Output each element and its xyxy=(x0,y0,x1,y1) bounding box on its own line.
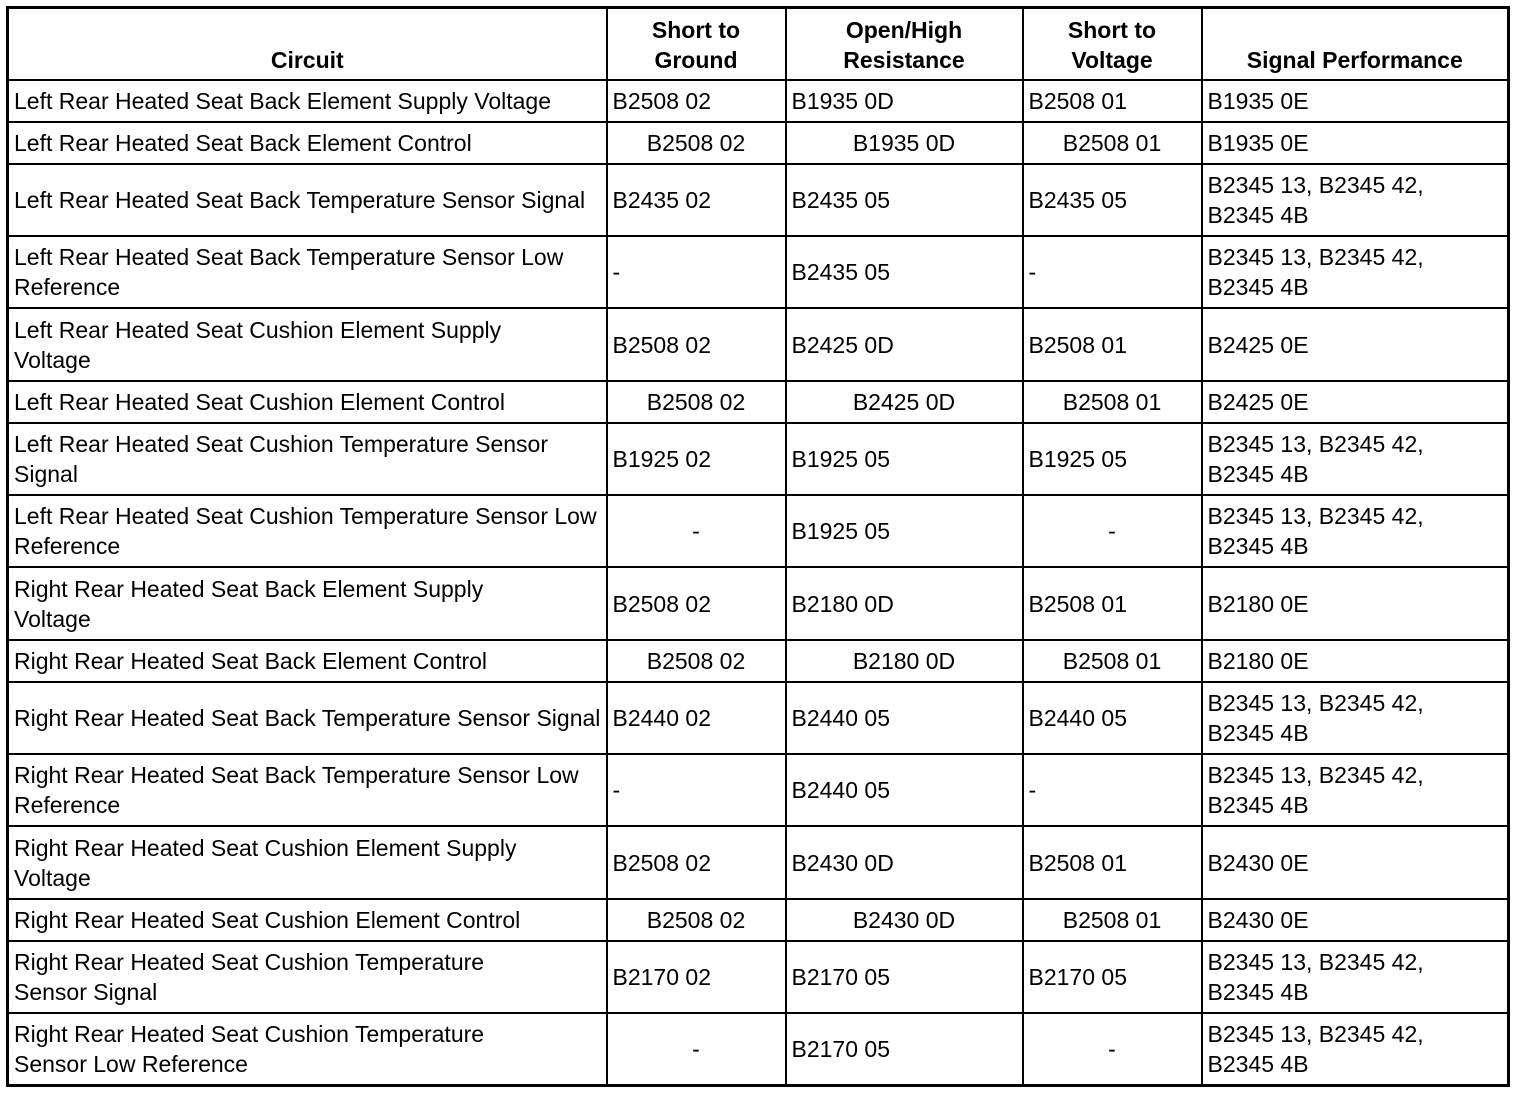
open-high-resistance-cell: B2180 0D xyxy=(786,567,1023,639)
short-to-voltage-cell: B2508 01 xyxy=(1023,826,1202,898)
open-high-resistance-cell: B2425 0D xyxy=(786,381,1023,423)
open-high-resistance-cell: B2440 05 xyxy=(786,682,1023,754)
short-to-voltage-cell: B2508 01 xyxy=(1023,640,1202,682)
signal-performance-cell: B2430 0E xyxy=(1202,899,1509,941)
short-to-voltage-cell: B2170 05 xyxy=(1023,941,1202,1013)
open-high-resistance-cell: B2180 0D xyxy=(786,640,1023,682)
table-row xyxy=(8,1013,1509,1085)
table-row xyxy=(8,826,1509,898)
short-to-ground-cell: B2435 02 xyxy=(607,164,786,236)
circuit-cell: Left Rear Heated Seat Cushion Temperature Sensor Signal xyxy=(8,423,607,495)
table-row xyxy=(8,308,1509,380)
short-to-ground-cell: - xyxy=(607,236,786,308)
open-high-resistance-cell: B1925 05 xyxy=(786,495,1023,567)
signal-performance-cell: B2345 13, B2345 42, B2345 4B xyxy=(1202,754,1509,826)
short-to-ground-cell: B2508 02 xyxy=(607,381,786,423)
header-short-to-ground: Short to Ground xyxy=(607,8,786,80)
signal-performance-cell: B2345 13, B2345 42, B2345 4B xyxy=(1202,941,1509,1013)
short-to-ground-cell: B2508 02 xyxy=(607,122,786,164)
circuit-cell: Right Rear Heated Seat Cushion Element Control xyxy=(8,899,607,941)
table-row xyxy=(8,682,1509,754)
short-to-voltage-cell: - xyxy=(1023,236,1202,308)
signal-performance-cell: B1935 0E xyxy=(1202,122,1509,164)
circuit-cell: Left Rear Heated Seat Cushion Element Supply Voltage xyxy=(8,308,607,380)
short-to-voltage-cell: B2508 01 xyxy=(1023,567,1202,639)
table-row xyxy=(8,640,1509,682)
circuit-cell: Left Rear Heated Seat Cushion Element Control xyxy=(8,381,607,423)
open-high-resistance-cell: B2425 0D xyxy=(786,308,1023,380)
open-high-resistance-cell: B1925 05 xyxy=(786,423,1023,495)
dtc-circuit-table xyxy=(6,6,1510,1087)
table-row xyxy=(8,381,1509,423)
short-to-voltage-cell: B2508 01 xyxy=(1023,899,1202,941)
circuit-cell: Right Rear Heated Seat Back Element Supply Voltage xyxy=(8,567,607,639)
signal-performance-cell: B2345 13, B2345 42, B2345 4B xyxy=(1202,164,1509,236)
open-high-resistance-cell: B1935 0D xyxy=(786,122,1023,164)
circuit-cell: Right Rear Heated Seat Cushion Temperature Sensor Signal xyxy=(8,941,607,1013)
open-high-resistance-cell: B2170 05 xyxy=(786,1013,1023,1085)
circuit-cell: Left Rear Heated Seat Back Temperature Sensor Signal xyxy=(8,164,607,236)
open-high-resistance-cell: B1935 0D xyxy=(786,80,1023,122)
circuit-cell: Left Rear Heated Seat Back Element Control xyxy=(8,122,607,164)
table-row xyxy=(8,941,1509,1013)
circuit-cell: Right Rear Heated Seat Back Temperature Sensor Low Reference xyxy=(8,754,607,826)
short-to-voltage-cell: - xyxy=(1023,1013,1202,1085)
signal-performance-cell: B2180 0E xyxy=(1202,640,1509,682)
short-to-voltage-cell: B2508 01 xyxy=(1023,122,1202,164)
table-row xyxy=(8,567,1509,639)
table-row xyxy=(8,495,1509,567)
signal-performance-cell: B2345 13, B2345 42, B2345 4B xyxy=(1202,495,1509,567)
short-to-ground-cell: B2508 02 xyxy=(607,640,786,682)
table-row xyxy=(8,754,1509,826)
open-high-resistance-cell: B2430 0D xyxy=(786,826,1023,898)
table-row xyxy=(8,899,1509,941)
circuit-cell: Right Rear Heated Seat Back Temperature Sensor Signal xyxy=(8,682,607,754)
table-row xyxy=(8,423,1509,495)
open-high-resistance-cell: B2435 05 xyxy=(786,164,1023,236)
header-open-high-resistance: Open/High Resistance xyxy=(786,8,1023,80)
short-to-ground-cell: B2508 02 xyxy=(607,899,786,941)
open-high-resistance-cell: B2170 05 xyxy=(786,941,1023,1013)
short-to-voltage-cell: B2508 01 xyxy=(1023,308,1202,380)
circuit-cell: Left Rear Heated Seat Cushion Temperature Sensor Low Reference xyxy=(8,495,607,567)
signal-performance-cell: B2345 13, B2345 42, B2345 4B xyxy=(1202,1013,1509,1085)
short-to-ground-cell: B2508 02 xyxy=(607,826,786,898)
signal-performance-cell: B2180 0E xyxy=(1202,567,1509,639)
circuit-cell: Right Rear Heated Seat Cushion Temperature Sensor Low Reference xyxy=(8,1013,607,1085)
signal-performance-cell: B2345 13, B2345 42, B2345 4B xyxy=(1202,236,1509,308)
signal-performance-cell: B2345 13, B2345 42, B2345 4B xyxy=(1202,682,1509,754)
circuit-cell: Right Rear Heated Seat Cushion Element Supply Voltage xyxy=(8,826,607,898)
table-row xyxy=(8,80,1509,122)
short-to-ground-cell: B2508 02 xyxy=(607,80,786,122)
signal-performance-cell: B2430 0E xyxy=(1202,826,1509,898)
short-to-voltage-cell: B2435 05 xyxy=(1023,164,1202,236)
header-row xyxy=(8,8,1509,80)
open-high-resistance-cell: B2435 05 xyxy=(786,236,1023,308)
circuit-cell: Right Rear Heated Seat Back Element Control xyxy=(8,640,607,682)
short-to-voltage-cell: - xyxy=(1023,495,1202,567)
short-to-ground-cell: B2508 02 xyxy=(607,308,786,380)
header-signal-performance: Signal Performance xyxy=(1202,8,1509,80)
short-to-voltage-cell: B2508 01 xyxy=(1023,80,1202,122)
circuit-cell: Left Rear Heated Seat Back Element Supply Voltage xyxy=(8,80,607,122)
short-to-ground-cell: B2170 02 xyxy=(607,941,786,1013)
table-row xyxy=(8,236,1509,308)
short-to-ground-cell: B2508 02 xyxy=(607,567,786,639)
header-short-to-voltage: Short to Voltage xyxy=(1023,8,1202,80)
short-to-ground-cell: B1925 02 xyxy=(607,423,786,495)
open-high-resistance-cell: B2440 05 xyxy=(786,754,1023,826)
signal-performance-cell: B1935 0E xyxy=(1202,80,1509,122)
table-row xyxy=(8,164,1509,236)
signal-performance-cell: B2345 13, B2345 42, B2345 4B xyxy=(1202,423,1509,495)
open-high-resistance-cell: B2430 0D xyxy=(786,899,1023,941)
table-row xyxy=(8,122,1509,164)
short-to-voltage-cell: - xyxy=(1023,754,1202,826)
short-to-ground-cell: - xyxy=(607,1013,786,1085)
circuit-cell: Left Rear Heated Seat Back Temperature Sensor Low Reference xyxy=(8,236,607,308)
signal-performance-cell: B2425 0E xyxy=(1202,308,1509,380)
short-to-voltage-cell: B2440 05 xyxy=(1023,682,1202,754)
short-to-ground-cell: - xyxy=(607,754,786,826)
signal-performance-cell: B2425 0E xyxy=(1202,381,1509,423)
header-circuit: Circuit xyxy=(8,8,607,80)
short-to-voltage-cell: B1925 05 xyxy=(1023,423,1202,495)
short-to-ground-cell: B2440 02 xyxy=(607,682,786,754)
short-to-voltage-cell: B2508 01 xyxy=(1023,381,1202,423)
short-to-ground-cell: - xyxy=(607,495,786,567)
